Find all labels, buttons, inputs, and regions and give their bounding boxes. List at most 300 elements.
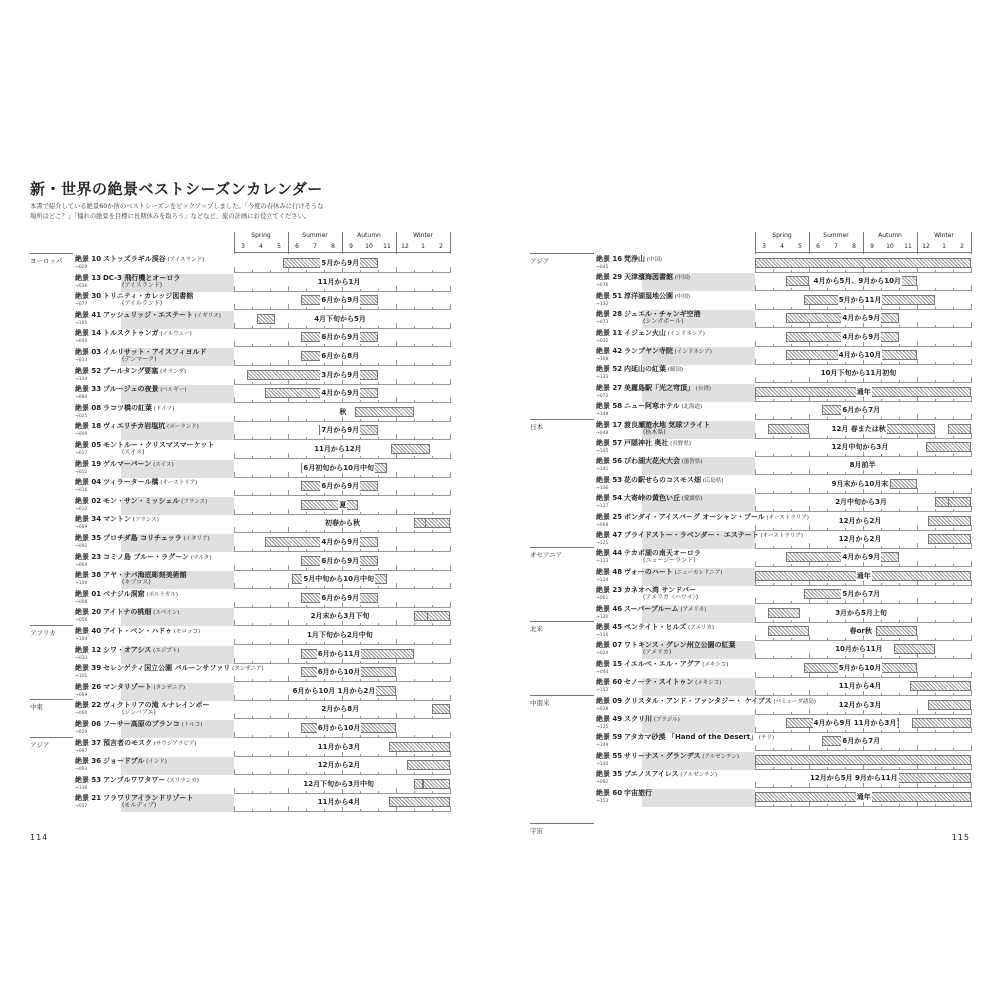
month-tick [288,341,289,347]
spot-number: 絶景 37 [75,738,102,747]
spot-number: 絶景 53 [596,475,623,484]
month-tick [755,469,756,475]
month-tick [432,716,433,719]
month-tick [306,568,307,571]
month-tick [917,377,918,383]
season-label-text: 5月から9月 [321,259,360,267]
spot-country: (ポルトガル) [144,591,179,598]
month-tick [432,754,433,757]
month-tick [252,586,253,589]
month-tick [360,344,361,347]
month-tick [270,530,271,533]
calendar-row [75,794,450,812]
month-tick [809,488,810,494]
month-tick [288,286,289,292]
row-label [75,627,200,636]
row-label [75,534,210,543]
spot-number: 絶景 26 [75,682,102,691]
month-tick [791,804,792,807]
month-tick [450,341,451,347]
month-tick [432,605,433,608]
spot-name: ブライドストー・ラベンダー・ エステート [624,531,759,539]
month-tick [414,437,415,440]
month-tick [360,754,361,757]
month-tick [396,788,397,794]
month-label: 10 [886,243,894,250]
month-tick [252,437,253,440]
row-label [75,720,202,729]
calendar-row [75,367,450,385]
calendar-row [596,421,971,439]
page-ref: →056 [75,618,88,624]
season-label-text: 4月から9月 [321,389,360,398]
page-ref: →029 [75,265,88,270]
page-ref: →061 [596,596,609,602]
month-tick [360,289,361,292]
season-label: Spring [772,232,792,239]
page-ref: →152 [596,688,609,694]
month-tick [971,598,972,604]
month-label: 3 [241,243,245,250]
spot-name: ペンテイト・ヒルズ [624,623,687,631]
row-label [596,384,711,393]
spot-country: (滋賀県) [680,459,703,466]
calendar-row [596,660,971,678]
month-tick [809,617,810,623]
month-tick [971,561,972,567]
page-ref: →133 [596,375,609,381]
month-tick [396,620,397,626]
month-tick [971,433,972,439]
month-tick [378,735,379,738]
month-tick [360,419,361,422]
spot-name: マンタリゾート [103,682,152,691]
season-divider [342,232,343,254]
spot-country: (アルゼンチン) [700,753,739,760]
month-tick [755,359,756,365]
month-tick [917,635,918,641]
season-label-text: 6月から9月 [321,556,360,565]
row-label [75,683,185,692]
spot-number: 絶景 36 [75,757,102,766]
calendar-row [596,292,971,310]
calendar-row [75,311,450,329]
spot-number: 絶景 05 [75,441,102,449]
month-tick [306,716,307,719]
season-label-text: 11月から12月 [314,445,362,453]
month-tick [917,359,918,365]
intro-line-2: 場所はどこ？」「憧れの絶景を目標に長期休みを取ろう」などなど、旅の計画にお役立てください。 [30,213,311,220]
row-label [596,273,690,282]
month-tick [396,490,397,496]
page-ref: →028 [596,706,609,712]
calendar-row [75,274,450,292]
season-label: Autumn [878,232,902,239]
month-tick [378,679,379,682]
spot-name: セレンゲティ国立公園 バルーンサファリ [103,664,231,673]
month-tick [917,322,918,328]
region-label: アフリカ [30,629,56,637]
spot-number: 絶景 38 [75,571,102,580]
intro-text [30,202,360,222]
spot-number: 絶景 47 [596,531,623,539]
spot-number: 絶景 56 [596,457,623,466]
spot-name: 大寄峠の黄色い丘 [624,494,680,503]
calendar-row [75,404,450,422]
spot-number: 絶景 60 [596,788,623,797]
month-tick [378,661,379,664]
month-tick [971,745,972,751]
month-tick [270,586,271,589]
month-tick [755,304,756,310]
month-tick [755,506,756,512]
month-label: 8 [852,243,856,250]
month-tick [917,469,918,475]
month-tick [396,341,397,347]
month-tick [450,323,451,329]
month-tick [432,270,433,273]
row-label [596,697,816,706]
month-tick [270,735,271,738]
month-tick [396,360,397,366]
spot-name: サリーナス・グランデス [624,751,701,760]
month-tick [270,493,271,496]
spot-name: ストッズラギル渓谷 [103,255,166,263]
month-tick [288,751,289,757]
month-axis [755,232,971,254]
page-ref: →125 [596,725,609,730]
spot-country: (オーストラリア) [758,533,804,539]
row-label [596,660,729,669]
spot-name: ブールタング要塞 [103,366,159,375]
row-label [75,348,206,356]
spot-name: ブエノスアイレス [624,770,679,779]
month-tick [971,488,972,494]
month-tick [414,772,415,775]
month-tick [432,512,433,515]
month-tick [324,679,325,682]
month-tick [378,605,379,608]
month-tick [306,549,307,552]
region-label: 中南米 [530,698,550,707]
season-divider [863,232,864,254]
month-tick [450,434,451,440]
season-bar [876,626,917,636]
month-tick [450,788,451,794]
month-label: 9 [870,243,874,250]
month-label: 5 [798,243,802,250]
month-tick [234,565,235,571]
row-label [75,553,211,562]
month-tick [288,583,289,589]
season-bar [755,755,971,765]
month-tick [324,289,325,292]
month-tick [360,716,361,719]
month-tick [252,493,253,496]
row-label [75,478,197,487]
region-divider [530,419,594,420]
season-label-text: 1月下旬から2月中旬 [307,631,373,639]
season-label-text: 11月から4月 [317,798,361,807]
page-ref: →064 [75,562,88,568]
month-tick [971,304,972,310]
season-label-text: 6月から8月 [321,352,360,360]
month-tick [773,804,774,807]
month-tick [234,490,235,496]
spot-country: (栃木県) [643,428,666,436]
spot-number: 絶景 23 [596,586,623,595]
calendar-row [75,515,450,533]
calendar-row [75,776,450,794]
month-tick [324,605,325,608]
month-tick [324,772,325,775]
month-tick [288,676,289,682]
month-label: 11 [383,243,391,250]
spot-number: 絶景 10 [75,255,102,263]
month-tick [378,698,379,701]
month-tick [917,543,918,549]
spot-number: 絶景 40 [75,627,102,635]
month-tick [432,679,433,682]
month-label: 8 [331,243,335,250]
month-tick [809,469,810,475]
month-tick [396,509,397,515]
month-tick [809,653,810,659]
season-label-text: 12月から2月 [838,516,882,525]
spot-country: (アルゼンチン) [678,772,718,779]
season-divider [234,232,235,254]
month-tick [378,382,379,385]
month-tick [971,451,972,457]
month-tick [432,382,433,385]
month-tick [414,586,415,589]
month-tick [917,672,918,678]
spot-name: 花の駅せらのコスモス畑 [624,475,701,484]
spot-country: (アイスランド) [122,281,163,289]
spot-number: 絶景 03 [75,348,102,356]
month-tick [270,400,271,403]
spot-name: ゲルマーバーン [103,459,152,468]
month-label: 11 [904,243,912,250]
season-label-text: 12月 春または秋 [831,424,886,433]
month-tick [378,512,379,515]
month-tick [288,565,289,571]
month-tick [252,642,253,645]
month-tick [306,809,307,812]
page-number-right: 115 [951,833,970,842]
season-label-text: 初春から秋 [325,519,360,528]
spot-name: アッシュリッジ・エステート [103,310,193,319]
row-label [75,776,199,785]
month-tick [917,451,918,457]
month-tick [396,434,397,440]
spot-name: ヴォーのハート [624,567,673,576]
month-tick [252,475,253,478]
month-tick [396,379,397,385]
month-tick [755,285,756,291]
month-tick [234,602,235,608]
month-tick [396,472,397,478]
spot-number: 絶景 42 [596,347,623,355]
spot-country: (アイルランド) [122,300,163,308]
month-tick [252,623,253,626]
month-tick [396,286,397,292]
month-tick [396,676,397,682]
intro-line-1: 本書で紹介している絶景60か所のベストシーズンをピックアップしました。「今度の春休みに行けそうな [30,203,324,210]
spot-name: スクリ川 [624,715,652,723]
page-ref: →060 [75,711,88,717]
month-tick [432,437,433,440]
month-tick [432,586,433,589]
month-tick [234,509,235,515]
page-ref: →084 [75,395,88,401]
month-tick [432,400,433,403]
calendar-row [596,605,971,623]
month-tick [360,661,361,664]
spot-country: (ベルギー) [158,387,187,394]
spot-number: 絶景 20 [75,608,102,617]
spot-name: ジョードプル [103,757,145,766]
season-label-text: 12月から2月 [317,761,361,770]
page-ref: →120 [596,614,609,620]
spot-name: モン・サン・ミッシェル [103,496,180,505]
month-tick [378,586,379,589]
month-tick [414,382,415,385]
month-tick [827,804,828,807]
month-tick [432,363,433,366]
calendar-row [596,384,971,402]
month-tick [306,679,307,682]
month-tick [396,323,397,329]
month-tick [324,326,325,329]
spot-number: 絶景 22 [75,701,102,710]
month-tick [270,791,271,794]
month-tick [432,661,433,664]
month-tick [288,806,289,812]
spot-name: ジュエル・チャンギ空港 [624,310,701,319]
season-label-text: 通年 [856,571,871,580]
spot-country: (アイスランド) [165,257,205,263]
spot-country: (デンマーク) [122,356,157,363]
month-tick [755,451,756,457]
month-tick [252,289,253,292]
month-tick [306,530,307,533]
spot-name: プロチダ島 コリチェッラ [103,534,182,542]
page-ref: →040 [75,339,88,345]
month-tick [450,360,451,366]
spot-country: (アメリカ) [686,625,714,631]
page-ref: →048 [596,430,609,436]
season-bar [894,644,935,654]
spot-name: アンブルワワタワー [103,775,166,784]
season-divider [809,232,810,254]
month-label: 4 [259,243,263,250]
row-label [75,571,187,579]
month-tick [809,414,810,420]
month-tick [306,735,307,738]
calendar-row [596,733,971,751]
month-tick [971,414,972,420]
spot-number: 絶景 04 [75,478,102,487]
month-tick [755,782,756,788]
month-tick [324,735,325,738]
month-tick [252,307,253,310]
page-ref: →076 [596,283,609,289]
month-tick [360,809,361,812]
month-label: 5 [277,243,281,250]
month-tick [450,806,451,812]
calendar-row [596,255,971,273]
month-tick [288,732,289,738]
spot-number: 絶景 49 [596,715,623,723]
month-tick [252,791,253,794]
spot-country: (スイス) [151,461,174,468]
month-tick [432,344,433,347]
spot-country: (中国) [673,293,691,300]
month-tick [252,456,253,459]
month-label: 12 [922,243,930,250]
month-tick [252,605,253,608]
month-tick [270,661,271,664]
month-tick [234,769,235,775]
spot-country: (チリ) [757,735,775,742]
spot-country: (オーストラリア) [764,514,809,521]
month-tick [809,543,810,549]
month-tick [881,804,882,807]
region-divider [530,621,594,622]
month-tick [414,475,415,478]
calendar-row [596,549,971,567]
spot-number: 絶景 30 [75,292,102,301]
month-tick [324,400,325,403]
region-divider [30,699,73,700]
month-tick [971,635,972,641]
calendar-row [596,531,971,549]
month-tick [450,565,451,571]
month-tick [270,772,271,775]
month-tick [755,635,756,641]
month-label: 3 [762,243,766,250]
calendar-row [75,664,450,682]
season-bar [389,742,450,752]
month-tick [432,326,433,329]
season-label-text: 6月初旬から10月中旬 [303,463,375,472]
month-tick [324,382,325,385]
region-label: 宇宙 [530,827,543,836]
spot-number: 絶景 44 [596,549,623,558]
page-number-left: 114 [30,833,49,842]
spot-number: 絶景 57 [596,439,623,447]
calendar-row [596,586,971,604]
row-label [596,513,809,522]
season-label-text: 5月から11月 [838,295,882,304]
spot-number: 絶景 53 [75,775,102,784]
month-tick [270,754,271,757]
month-tick [432,698,433,701]
calendar-row [75,329,450,347]
calendar-row [596,273,971,291]
spot-number: 絶景 52 [596,365,623,374]
month-tick [234,341,235,347]
month-tick [414,735,415,738]
month-tick [414,679,415,682]
month-tick [252,698,253,701]
row-label [596,292,690,301]
spot-name: フラワリアイランドリゾート [103,794,194,803]
spot-name: ランプヤン寺院 [624,347,673,355]
row-label [596,752,739,761]
row-label [596,789,652,797]
